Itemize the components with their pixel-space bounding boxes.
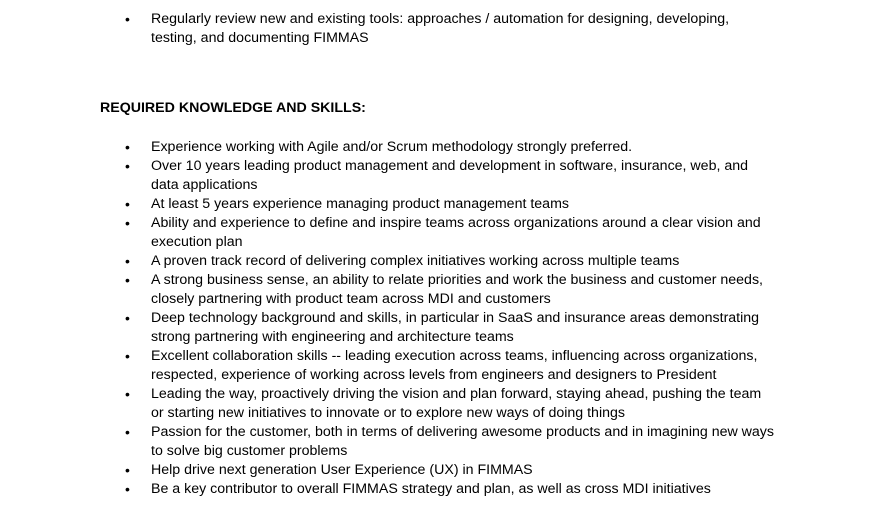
bullet-icon: • [125, 196, 130, 212]
bullet-icon: • [125, 310, 130, 326]
list-item [0, 423, 776, 461]
list-item-text: Regularly review new and existing tools: approaches / automation for designing, developing, testing, and documenting FIMMAS [151, 11, 730, 46]
list-item [0, 385, 776, 423]
bullet-icon: • [125, 158, 130, 174]
list-item [0, 252, 776, 271]
bullet-icon: • [125, 272, 130, 288]
list-item-text: A strong business sense, an ability to relate priorities and work the business and customer needs, closely partnering with product team across MDI and customers [151, 272, 763, 307]
list-item [0, 138, 776, 157]
list-item-text: Over 10 years leading product management and development in software, insurance, web, and data applications [151, 158, 749, 193]
bullet-icon: • [125, 348, 130, 364]
bullet-icon: • [125, 215, 130, 231]
skills-list [0, 138, 776, 499]
list-item-text: Experience working with Agile and/or Scrum methodology strongly preferred. [151, 139, 633, 155]
list-item [0, 461, 776, 480]
list-item-text: Help drive next generation User Experience (UX) in FIMMAS [151, 462, 533, 478]
list-item-text: Be a key contributor to overall FIMMAS strategy and plan, as well as cross MDI initiatives [151, 481, 711, 497]
list-item-text: Deep technology background and skills, in particular in SaaS and insurance areas demonstrating strong partnering with engineering and architecture teams [151, 310, 760, 345]
list-item-text: A proven track record of delivering complex initiatives working across multiple teams [151, 253, 680, 269]
bullet-icon: • [125, 462, 130, 478]
bullet-icon: • [125, 424, 130, 440]
list-item [0, 214, 776, 252]
list-item [0, 195, 776, 214]
list-item-text: At least 5 years experience managing product management teams [151, 196, 569, 212]
list-item [0, 309, 776, 347]
list-item [0, 10, 776, 48]
bullet-icon: • [125, 11, 130, 27]
bullet-icon: • [125, 481, 130, 497]
bullet-icon: • [125, 253, 130, 269]
section-heading: REQUIRED KNOWLEDGE AND SKILLS: [100, 100, 366, 116]
list-item-text: Excellent collaboration skills -- leading execution across teams, influencing across organizations, respected, experience of working across levels from engineers and designers to President [151, 348, 758, 383]
list-item [0, 157, 776, 195]
list-item-text: Ability and experience to define and inspire teams across organizations around a clear vision and execution plan [151, 215, 761, 250]
list-item [0, 347, 776, 385]
responsibilities-list [0, 10, 776, 48]
list-item-text: Leading the way, proactively driving the vision and plan forward, staying ahead, pushing the team or starting new initiatives to innovate or to explore new ways of doing things [151, 386, 762, 421]
list-item [0, 480, 776, 499]
list-item-text: Passion for the customer, both in terms of delivering awesome products and in imagining new ways to solve big customer problems [151, 424, 774, 459]
list-item [0, 271, 776, 309]
bullet-icon: • [125, 139, 130, 155]
bullet-icon: • [125, 386, 130, 402]
